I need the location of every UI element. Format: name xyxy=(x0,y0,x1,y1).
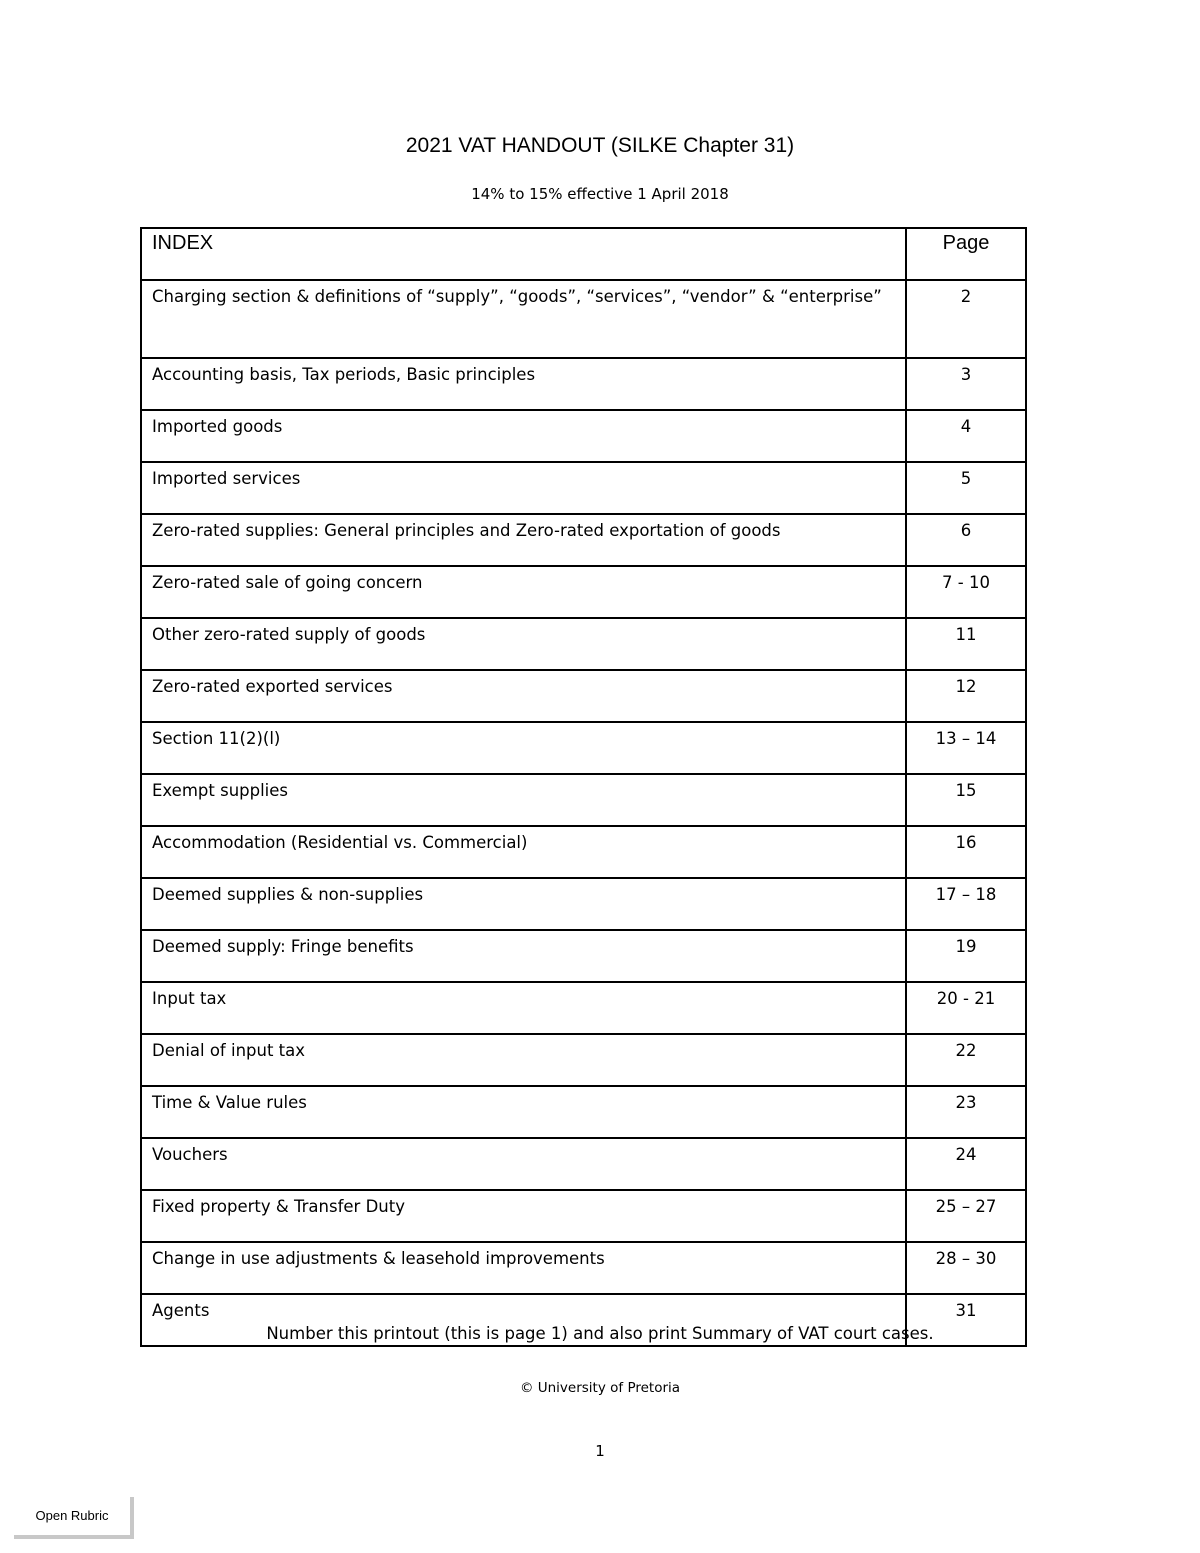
table-row xyxy=(141,514,1026,566)
table-row xyxy=(141,1086,1026,1138)
topic-cell: Agents xyxy=(141,1294,906,1346)
page-cell: 6 xyxy=(906,514,1026,566)
page-cell: 24 xyxy=(906,1138,1026,1190)
page-cell: 16 xyxy=(906,826,1026,878)
topic-cell: Zero-rated sale of going concern xyxy=(141,566,906,618)
table-row xyxy=(141,930,1026,982)
table-row xyxy=(141,358,1026,410)
page-cell: 2 xyxy=(906,280,1026,358)
table-row xyxy=(141,462,1026,514)
page-number: 1 xyxy=(595,1442,605,1460)
table-row xyxy=(141,982,1026,1034)
topic-cell: Time & Value rules xyxy=(141,1086,906,1138)
page-cell: 5 xyxy=(906,462,1026,514)
topic-cell: Exempt supplies xyxy=(141,774,906,826)
topic-cell: Accommodation (Residential vs. Commercial) xyxy=(141,826,906,878)
page-cell: 23 xyxy=(906,1086,1026,1138)
table-row xyxy=(141,410,1026,462)
page-column-header: Page xyxy=(906,228,1026,280)
topic-cell: Charging section & definitions of “supply”, “goods”, “services”, “vendor” & “enterprise” xyxy=(141,280,906,358)
page-cell: 19 xyxy=(906,930,1026,982)
page-cell: 12 xyxy=(906,670,1026,722)
table-row xyxy=(141,566,1026,618)
open-rubric-button[interactable]: Open Rubric xyxy=(14,1497,134,1539)
topic-cell: Deemed supplies & non-supplies xyxy=(141,878,906,930)
page-cell: 22 xyxy=(906,1034,1026,1086)
topic-cell: Input tax xyxy=(141,982,906,1034)
table-row xyxy=(141,670,1026,722)
topic-cell: Vouchers xyxy=(141,1138,906,1190)
page-subtitle: 14% to 15% effective 1 April 2018 xyxy=(471,185,729,203)
page-cell: 4 xyxy=(906,410,1026,462)
table-row xyxy=(141,1190,1026,1242)
index-table xyxy=(140,227,1027,1347)
topic-cell: Imported goods xyxy=(141,410,906,462)
topic-cell: Section 11(2)(l) xyxy=(141,722,906,774)
table-row xyxy=(141,774,1026,826)
topic-cell: Other zero-rated supply of goods xyxy=(141,618,906,670)
table-row xyxy=(141,1138,1026,1190)
print-note: Number this printout (this is page 1) and also print Summary of VAT court cases. xyxy=(266,1324,934,1343)
topic-cell: Fixed property & Transfer Duty xyxy=(141,1190,906,1242)
page-cell: 25 – 27 xyxy=(906,1190,1026,1242)
topic-cell: Deemed supply: Fringe benefits xyxy=(141,930,906,982)
table-row xyxy=(141,878,1026,930)
page-cell: 13 – 14 xyxy=(906,722,1026,774)
page-cell: 31 xyxy=(906,1294,1026,1346)
page-cell: 28 – 30 xyxy=(906,1242,1026,1294)
topic-cell: Change in use adjustments & leasehold improvements xyxy=(141,1242,906,1294)
page-title: 2021 VAT HANDOUT (SILKE Chapter 31) xyxy=(405,134,795,157)
index-column-header: INDEX xyxy=(141,228,906,280)
page-cell: 3 xyxy=(906,358,1026,410)
page-cell: 11 xyxy=(906,618,1026,670)
table-row xyxy=(141,618,1026,670)
index-table-header-row xyxy=(141,228,1026,280)
table-row xyxy=(141,1034,1026,1086)
table-row xyxy=(141,722,1026,774)
copyright-notice: © University of Pretoria xyxy=(519,1380,681,1396)
topic-cell: Accounting basis, Tax periods, Basic principles xyxy=(141,358,906,410)
page-cell: 15 xyxy=(906,774,1026,826)
page-cell: 20 - 21 xyxy=(906,982,1026,1034)
topic-cell: Zero-rated exported services xyxy=(141,670,906,722)
table-row xyxy=(141,1242,1026,1294)
topic-cell: Zero-rated supplies: General principles and Zero-rated exportation of goods xyxy=(141,514,906,566)
page-cell: 7 - 10 xyxy=(906,566,1026,618)
table-row xyxy=(141,826,1026,878)
topic-cell: Denial of input tax xyxy=(141,1034,906,1086)
page-cell: 17 – 18 xyxy=(906,878,1026,930)
table-row xyxy=(141,280,1026,358)
topic-cell: Imported services xyxy=(141,462,906,514)
